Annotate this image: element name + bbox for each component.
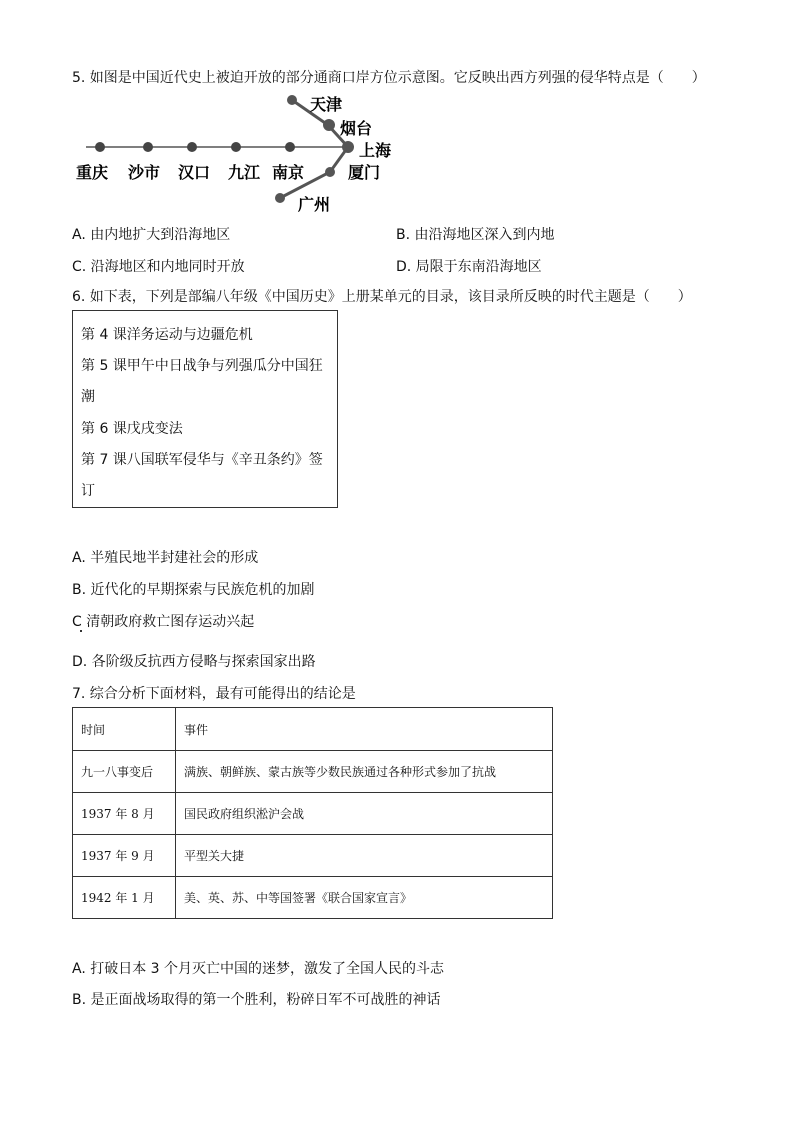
city-dot-shanghai: [342, 141, 354, 153]
table-cell-event: 美、英、苏、中等国签署《联合国家宣言》: [176, 877, 553, 919]
table-cell-event: 平型关大捷: [176, 835, 553, 877]
label-hankou: 汉口: [178, 163, 211, 182]
contents-line: 第 5 课甲午中日战争与列强瓜分中国狂: [81, 358, 323, 374]
table-cell-time: 1937 年 9 月: [73, 835, 176, 877]
table-row: [73, 751, 553, 793]
table-header-row: [73, 708, 553, 751]
q5-option-a[interactable]: A. 由内地扩大到沿海地区: [72, 227, 231, 243]
q5-option-b[interactable]: B. 由沿海地区深入到内地: [396, 227, 555, 243]
city-dot-guangzhou: [275, 193, 285, 203]
contents-line: 第 4 课洋务运动与边疆危机: [81, 327, 253, 343]
stray-dot: [80, 630, 82, 632]
q5-option-c[interactable]: C. 沿海地区和内地同时开放: [72, 259, 245, 275]
q7-stem: 7. 综合分析下面材料，最有可能得出的结论是: [72, 686, 356, 702]
q6-option-b[interactable]: B. 近代化的早期探索与民族危机的加剧: [72, 582, 315, 598]
q7-option-b[interactable]: B. 是正面战场取得的第一个胜利，粉碎日军不可战胜的神话: [72, 992, 441, 1008]
q6-option-d[interactable]: D. 各阶级反抗西方侵略与探索国家出路: [72, 654, 316, 670]
q6-contents-box: [72, 310, 338, 508]
city-dot-jiujiang: [231, 142, 241, 152]
q6-option-a[interactable]: A. 半殖民地半封建社会的形成: [72, 550, 259, 566]
table-row: [73, 793, 553, 835]
q5-map: [72, 90, 412, 220]
table-header-time: 时间: [73, 708, 176, 751]
q7-option-a[interactable]: A. 打破日本 3 个月灭亡中国的迷梦，激发了全国人民的斗志: [72, 961, 445, 977]
contents-line: 第 7 课八国联军侵华与《辛丑条约》签: [81, 452, 323, 468]
q6-option-c[interactable]: C 清朝政府救亡图存运动兴起: [72, 614, 255, 630]
city-dot-chongqing: [95, 142, 105, 152]
contents-line: 第 6 课戊戌变法: [81, 421, 183, 437]
city-dot-hankou: [187, 142, 197, 152]
q5-option-d[interactable]: D. 局限于东南沿海地区: [396, 259, 542, 275]
label-tianjin: 天津: [310, 95, 343, 114]
city-dot-nanjing: [285, 142, 295, 152]
city-dot-xiamen: [325, 167, 335, 177]
table-header-event: 事件: [176, 708, 553, 751]
table-cell-time: 1942 年 1 月: [73, 877, 176, 919]
label-shashi: 沙市: [128, 163, 161, 182]
table-row: [73, 877, 553, 919]
label-nanjing: 南京: [272, 163, 305, 182]
contents-line: 订: [81, 483, 95, 499]
table-row: [73, 835, 553, 877]
city-dot-yantai: [323, 119, 335, 131]
table-cell-event: 满族、朝鲜族、蒙古族等少数民族通过各种形式参加了抗战: [176, 751, 553, 793]
label-guangzhou: 广州: [298, 195, 331, 214]
q5-stem: 5. 如图是中国近代史上被迫开放的部分通商口岸方位示意图。它反映出西方列强的侵华特点是（ ）: [72, 70, 706, 86]
q6-stem: 6. 如下表，下列是部编八年级《中国历史》上册某单元的目录，该目录所反映的时代主题是（ ）: [72, 289, 692, 305]
q7-table: [72, 707, 553, 919]
label-yantai: 烟台: [340, 119, 373, 138]
city-dot-tianjin: [287, 95, 297, 105]
contents-line: 潮: [81, 389, 95, 405]
label-chongqing: 重庆: [76, 163, 109, 182]
label-xiamen: 厦门: [348, 163, 381, 182]
city-dot-shashi: [143, 142, 153, 152]
table-cell-event: 国民政府组织淞沪会战: [176, 793, 553, 835]
table-cell-time: 九一八事变后: [73, 751, 176, 793]
label-jiujiang: 九江: [228, 163, 261, 182]
table-cell-time: 1937 年 8 月: [73, 793, 176, 835]
label-shanghai: 上海: [359, 141, 392, 160]
